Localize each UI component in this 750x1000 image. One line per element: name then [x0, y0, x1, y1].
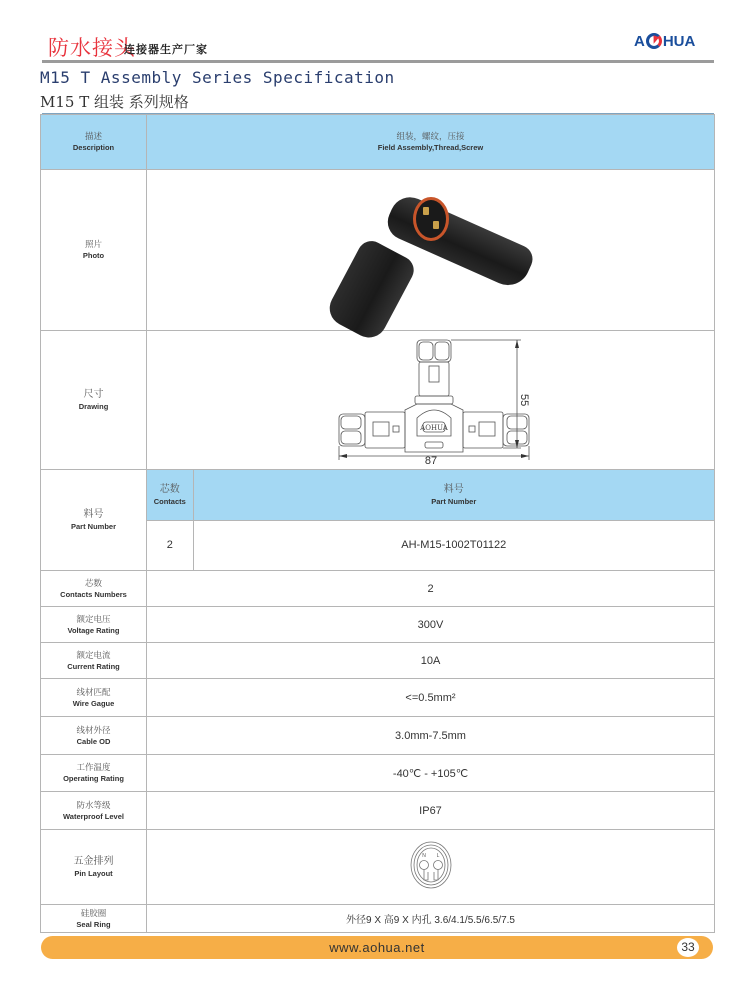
cell-part-number: AH-M15-1002T01122: [401, 539, 507, 552]
value-operating-rating: -40℃ - +105℃: [147, 755, 715, 792]
label-en: Voltage Rating: [67, 625, 120, 635]
part-number-row: [147, 520, 714, 570]
svg-text:N: N: [421, 853, 426, 859]
col-header-part-number: [193, 470, 714, 520]
label-en: Photo: [82, 251, 105, 260]
label-en: Cable OD: [76, 736, 111, 746]
svg-text:55: 55: [517, 394, 530, 407]
svg-text:L: L: [436, 853, 439, 859]
value-seal-ring: 外径9 X 高9 X 内孔 3.6/4.1/5.5/6.5/7.5: [147, 905, 715, 933]
label-en: Seal Ring: [76, 919, 111, 929]
header-cn-title: 防水接头: [48, 36, 136, 60]
value-wire-gauge: <=0.5mm²: [147, 679, 715, 717]
label-en: Current Rating: [67, 661, 120, 671]
row-voltage-rating: [41, 607, 715, 643]
connector-pin: [433, 221, 439, 229]
row-wire-gauge: [41, 679, 715, 717]
row-waterproof-level: [41, 792, 715, 830]
value-contacts-numbers: 2: [147, 571, 715, 607]
row-pin-layout: [41, 830, 715, 905]
value-description: [147, 115, 715, 170]
value-voltage-rating: 300V: [147, 607, 715, 643]
pin-layout-diagram-icon: [409, 840, 453, 890]
label-cn: 尺寸: [83, 389, 104, 400]
label-cn: 硅胶圈: [80, 908, 107, 919]
logo-suffix: HUA: [662, 32, 696, 50]
logo-prefix: A: [634, 32, 645, 50]
row-drawing: [41, 331, 715, 470]
label-en: Contacts: [153, 496, 186, 506]
row-cable-od: [41, 717, 715, 755]
label-en: Contacts Numbers: [60, 589, 127, 599]
label-seal-ring: [41, 905, 147, 933]
part-number-subtable: [147, 470, 714, 570]
row-contacts-numbers: [41, 571, 715, 607]
label-operating-rating: [41, 755, 147, 792]
spec-table: [40, 114, 715, 933]
label-cn: 五金排列: [73, 856, 114, 867]
label-cn: 料号: [83, 509, 104, 520]
value-waterproof-level: IP67: [147, 792, 715, 830]
col-header-contacts: [147, 470, 193, 520]
label-cable-od: [41, 717, 147, 755]
label-photo: [41, 170, 147, 331]
page-number: 33: [677, 938, 699, 957]
label-cn: 线材外径: [76, 725, 111, 736]
svg-text:87: 87: [424, 455, 437, 464]
label-part-number: [41, 470, 147, 571]
row-description: [41, 115, 715, 170]
row-part-number: [41, 470, 715, 571]
label-cn: 额定电流: [76, 650, 111, 661]
label-cn: 额定电压: [76, 614, 111, 625]
row-photo: [41, 170, 715, 331]
label-cn: 芯数: [84, 578, 102, 589]
label-cn: 描述: [84, 132, 102, 142]
label-cn: 线材匹配: [76, 687, 111, 698]
label-wire-gauge: [41, 679, 147, 717]
connector-vertical-body: [323, 236, 418, 344]
dimension-drawing: [331, 336, 531, 464]
label-pin-layout: [41, 830, 147, 905]
label-drawing: [41, 331, 147, 470]
part-number-subtable-cell: [147, 470, 715, 571]
value-cable-od: 3.0mm-7.5mm: [147, 717, 715, 755]
row-operating-rating: [41, 755, 715, 792]
row-seal-ring: [41, 905, 715, 933]
label-en: Waterproof Level: [63, 811, 124, 821]
label-current-rating: [41, 643, 147, 679]
page-header: [0, 0, 750, 115]
footer-website-link[interactable]: www.aohua.net: [329, 940, 425, 955]
header-divider: [42, 60, 714, 63]
cell-contacts: 2: [147, 520, 193, 570]
label-cn: 芯数: [159, 483, 180, 495]
label-cn: 照片: [84, 240, 102, 250]
label-cn: 防水等级: [76, 800, 111, 811]
label-en: Wire Gague: [72, 698, 115, 708]
label-contacts-numbers: [41, 571, 147, 607]
label-en: Drawing: [78, 402, 109, 411]
label-description: [41, 115, 147, 170]
aohua-logo: [634, 30, 695, 52]
value-photo: [147, 170, 715, 331]
spec-title-en: M15 T Assembly Series Specification: [40, 68, 395, 87]
label-en: Operating Rating: [63, 774, 124, 783]
label-cn: 料号: [443, 483, 464, 495]
spec-title-cn: M15 T 组装 系列规格: [40, 93, 189, 111]
label-waterproof-level: [41, 792, 147, 830]
label-en: Description: [72, 143, 115, 152]
header-cn-subtitle: 连接器生产厂家: [124, 43, 208, 56]
label-en: Pin Layout: [74, 869, 113, 878]
part-number-header-row: [147, 470, 714, 520]
value-en: Field Assembly,Thread,Screw: [377, 143, 484, 152]
value-cn: 组装，螺纹，压接: [396, 132, 465, 142]
connector-seal-ring: [413, 197, 449, 241]
value-pin-layout: [147, 830, 715, 905]
t-connector-drawing-icon: [331, 336, 531, 464]
value-drawing: [147, 331, 715, 470]
svg-text:AOHUA: AOHUA: [419, 424, 448, 432]
label-en: Part Number: [70, 522, 116, 531]
page-footer: [41, 936, 713, 959]
logo-lightning-icon: [646, 33, 662, 49]
label-cn: 工作温度: [76, 763, 111, 773]
label-voltage-rating: [41, 607, 147, 643]
value-current-rating: 10A: [147, 643, 715, 679]
row-current-rating: [41, 643, 715, 679]
connector-photo: [301, 175, 561, 325]
label-en: Part Number: [431, 496, 477, 506]
connector-pin: [423, 207, 429, 215]
